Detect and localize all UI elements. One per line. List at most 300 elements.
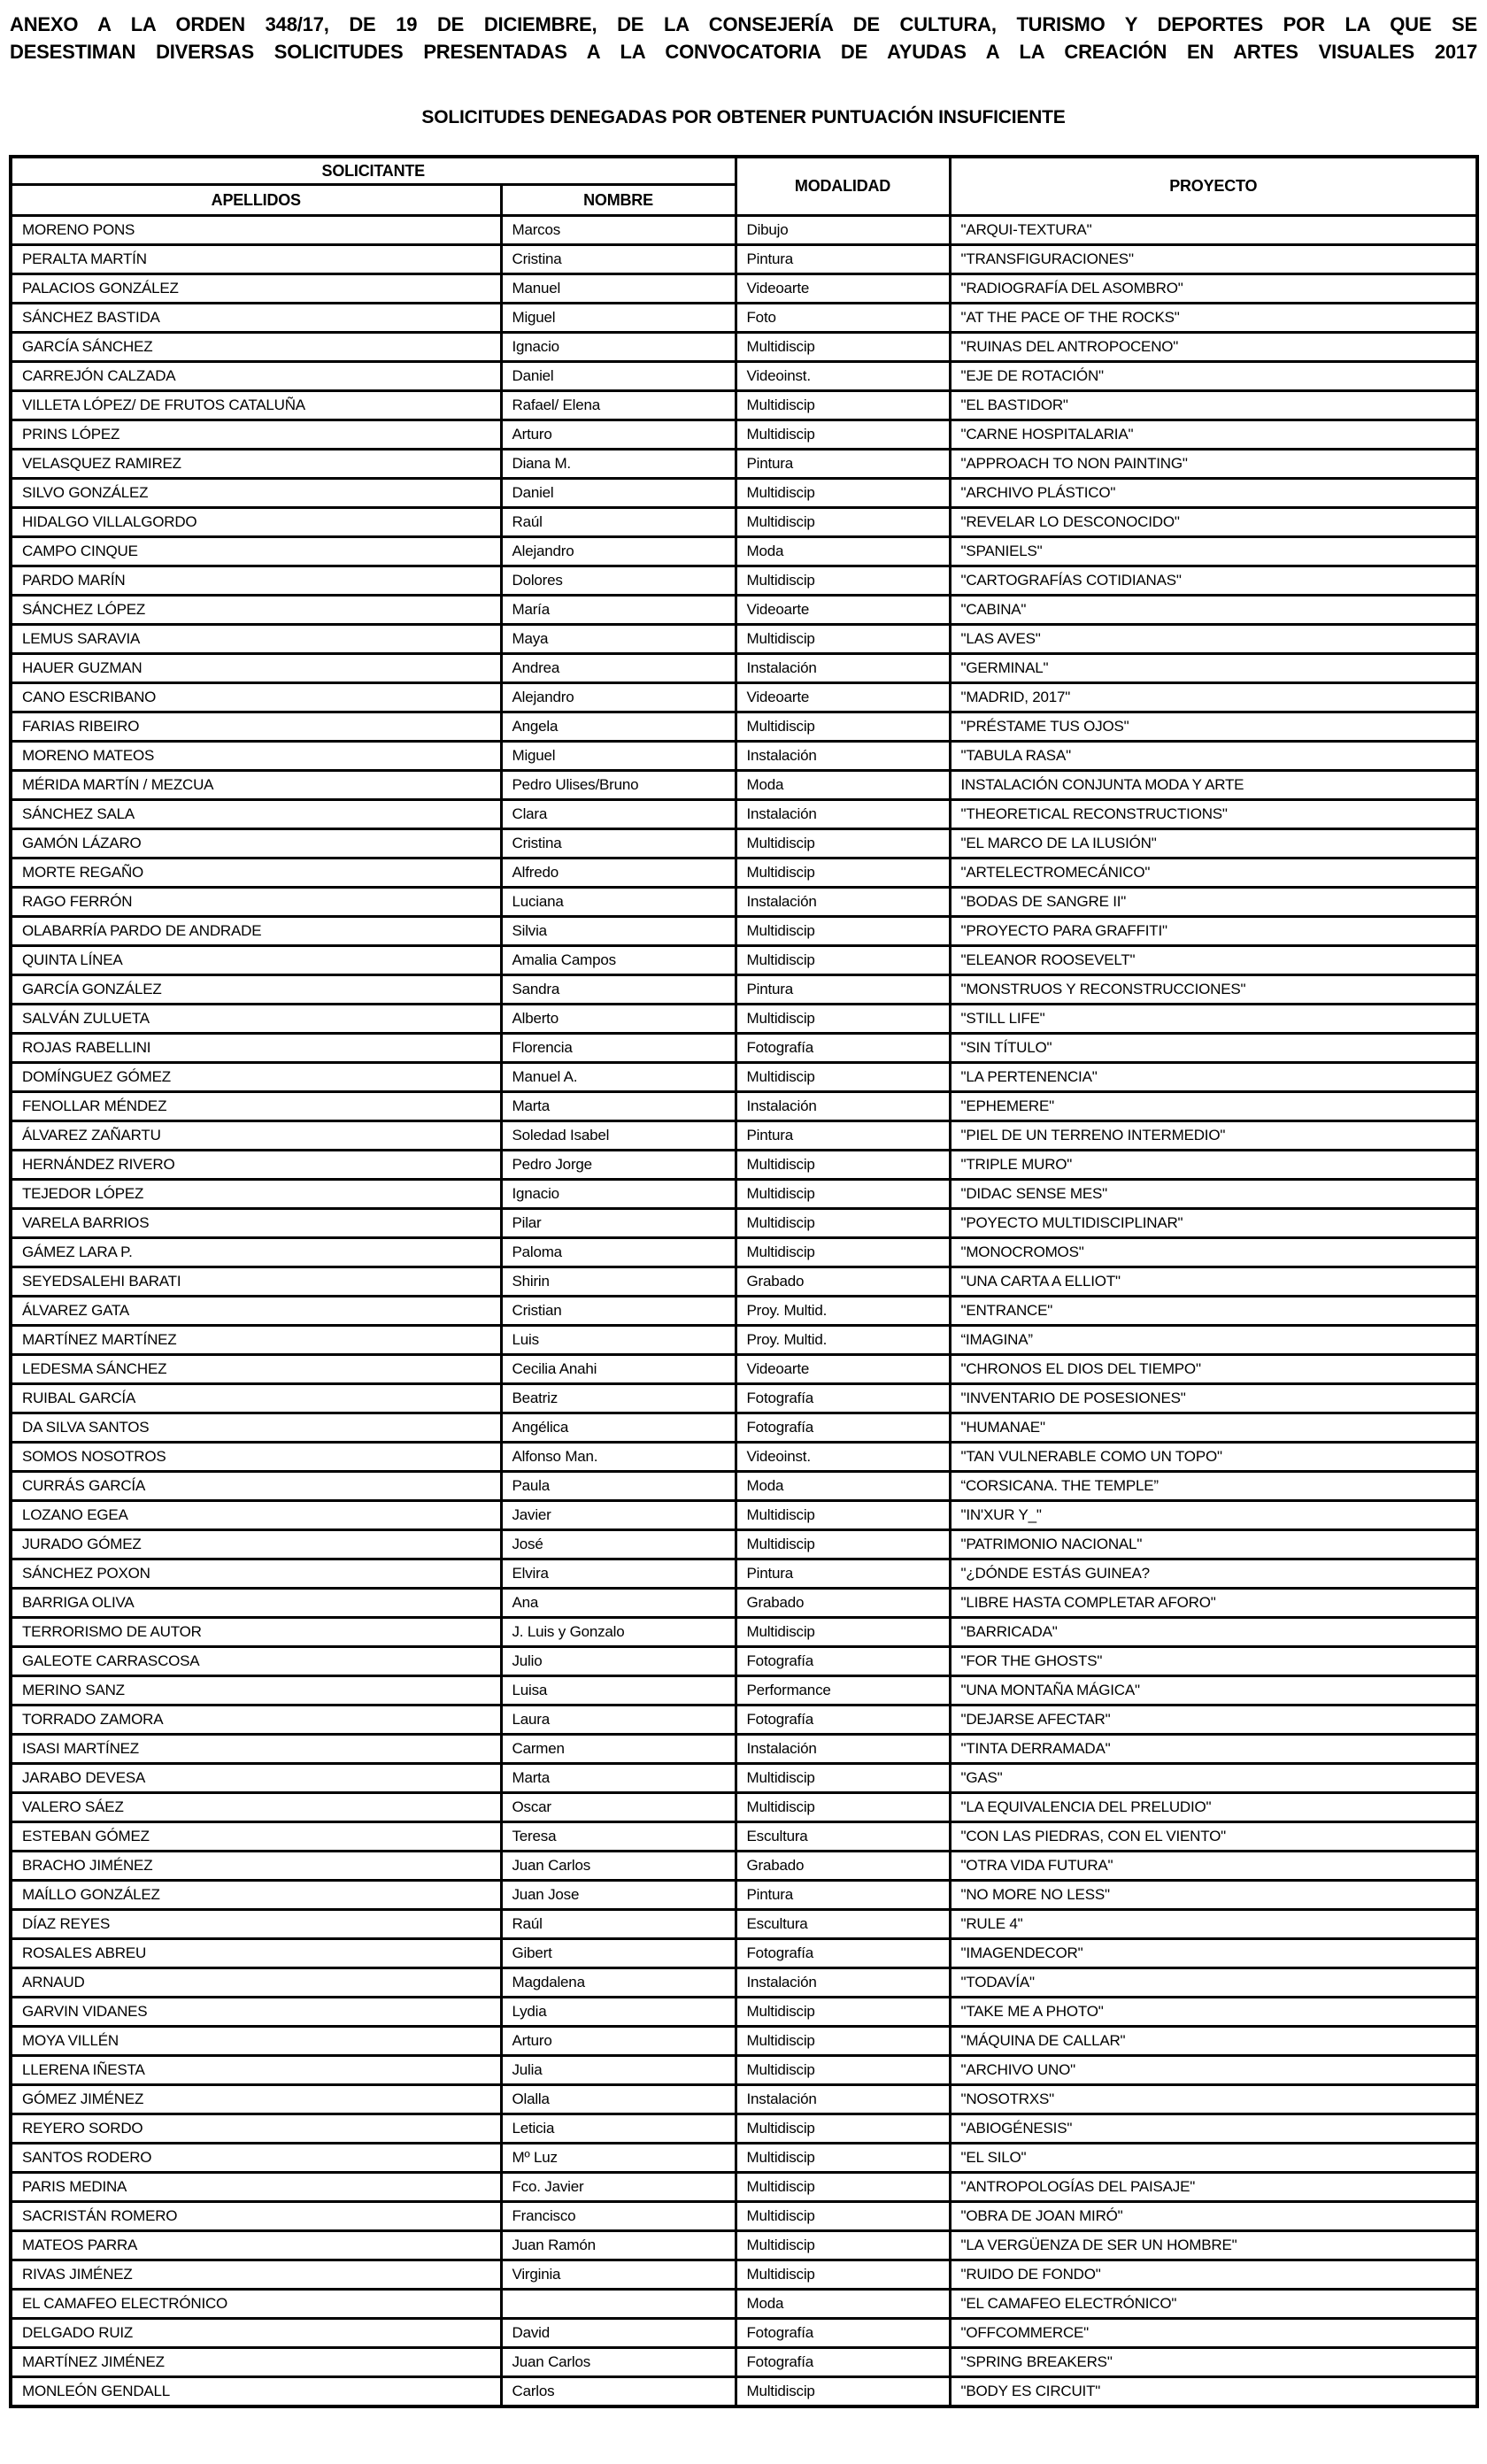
cell-apellidos: TORRADO ZAMORA	[11, 1706, 501, 1735]
table-row	[11, 2260, 1477, 2290]
cell-nombre: Luisa	[501, 1676, 736, 1706]
cell-proyecto: "PRÉSTAME TUS OJOS"	[950, 712, 1477, 742]
cell-modalidad: Multidiscip	[736, 859, 950, 888]
table-row	[11, 771, 1477, 800]
cell-apellidos: SALVÁN ZULUETA	[11, 1005, 501, 1034]
cell-apellidos: MORENO PONS	[11, 216, 501, 245]
cell-proyecto: "ELEANOR ROOSEVELT"	[950, 946, 1477, 975]
cell-apellidos: CARREJÓN CALZADA	[11, 362, 501, 391]
cell-modalidad: Proy. Multid.	[736, 1326, 950, 1355]
cell-nombre: Cristina	[501, 245, 736, 274]
cell-modalidad: Foto	[736, 304, 950, 333]
cell-nombre: Magdalena	[501, 1968, 736, 1998]
cell-proyecto: "MADRID, 2017"	[950, 683, 1477, 712]
cell-nombre: Maya	[501, 625, 736, 654]
cell-modalidad: Videoinst.	[736, 362, 950, 391]
table-row	[11, 1881, 1477, 1910]
table-header	[11, 157, 1477, 216]
cell-apellidos: MERINO SANZ	[11, 1676, 501, 1706]
cell-apellidos: QUINTA LÍNEA	[11, 946, 501, 975]
cell-modalidad: Multidiscip	[736, 917, 950, 946]
table-row	[11, 420, 1477, 450]
cell-apellidos: SILVO GONZÁLEZ	[11, 479, 501, 508]
cell-apellidos: SÁNCHEZ POXON	[11, 1559, 501, 1589]
cell-nombre: Pilar	[501, 1209, 736, 1238]
cell-proyecto: "APPROACH TO NON PAINTING"	[950, 450, 1477, 479]
cell-nombre: María	[501, 596, 736, 625]
cell-modalidad: Multidiscip	[736, 625, 950, 654]
cell-modalidad: Pintura	[736, 1559, 950, 1589]
cell-modalidad: Instalación	[736, 1092, 950, 1121]
cell-proyecto: "RUIDO DE FONDO"	[950, 2260, 1477, 2290]
table-row	[11, 1443, 1477, 1472]
cell-modalidad: Fotografía	[736, 2348, 950, 2377]
cell-proyecto: “CORSICANA. THE TEMPLE”	[950, 1472, 1477, 1501]
cell-apellidos: TEJEDOR LÓPEZ	[11, 1180, 501, 1209]
cell-proyecto: "CABINA"	[950, 596, 1477, 625]
cell-apellidos: RIVAS JIMÉNEZ	[11, 2260, 501, 2290]
cell-nombre: Juan Ramón	[501, 2231, 736, 2260]
cell-modalidad: Escultura	[736, 1822, 950, 1852]
cell-apellidos: JARABO DEVESA	[11, 1764, 501, 1793]
table-row	[11, 508, 1477, 537]
cell-proyecto: "OBRA DE JOAN MIRÓ"	[950, 2202, 1477, 2231]
cell-apellidos: SÁNCHEZ BASTIDA	[11, 304, 501, 333]
table-row	[11, 1998, 1477, 2027]
table-row	[11, 859, 1477, 888]
cell-proyecto: "ARCHIVO PLÁSTICO"	[950, 479, 1477, 508]
cell-modalidad: Multidiscip	[736, 1764, 950, 1793]
cell-apellidos: JURADO GÓMEZ	[11, 1530, 501, 1559]
cell-apellidos: LEMUS SARAVIA	[11, 625, 501, 654]
cell-nombre: Carmen	[501, 1735, 736, 1764]
cell-nombre: Diana M.	[501, 450, 736, 479]
cell-modalidad: Instalación	[736, 1735, 950, 1764]
cell-nombre: Luciana	[501, 888, 736, 917]
cell-nombre: Olalla	[501, 2085, 736, 2114]
cell-nombre: Lydia	[501, 1998, 736, 2027]
table-row	[11, 946, 1477, 975]
cell-apellidos: BARRIGA OLIVA	[11, 1589, 501, 1618]
cell-apellidos: PARDO MARÍN	[11, 566, 501, 596]
cell-proyecto: "OTRA VIDA FUTURA"	[950, 1852, 1477, 1881]
cell-apellidos: MARTÍNEZ JIMÉNEZ	[11, 2348, 501, 2377]
cell-nombre: Ana	[501, 1589, 736, 1618]
cell-modalidad: Videoinst.	[736, 1443, 950, 1472]
cell-apellidos: FARIAS RIBEIRO	[11, 712, 501, 742]
cell-modalidad: Multidiscip	[736, 829, 950, 859]
cell-nombre: Julio	[501, 1647, 736, 1676]
cell-modalidad: Multidiscip	[736, 508, 950, 537]
cell-nombre: Marcos	[501, 216, 736, 245]
section-subtitle: SOLICITUDES DENEGADAS POR OBTENER PUNTUACIÓN INSUFICIENTE	[421, 107, 1066, 127]
table-row	[11, 2231, 1477, 2260]
table-row	[11, 683, 1477, 712]
header-proyecto: PROYECTO	[950, 157, 1477, 216]
cell-apellidos: ROJAS RABELLINI	[11, 1034, 501, 1063]
cell-nombre: Cecilia Anahi	[501, 1355, 736, 1384]
cell-modalidad: Proy. Multid.	[736, 1297, 950, 1326]
table-row	[11, 1501, 1477, 1530]
cell-apellidos: PARIS MEDINA	[11, 2173, 501, 2202]
cell-proyecto: "BARRICADA"	[950, 1618, 1477, 1647]
table-row	[11, 1764, 1477, 1793]
cell-nombre: Juan Carlos	[501, 1852, 736, 1881]
cell-apellidos: HIDALGO VILLALGORDO	[11, 508, 501, 537]
cell-modalidad: Instalación	[736, 800, 950, 829]
cell-modalidad: Videoarte	[736, 274, 950, 304]
cell-nombre: Alberto	[501, 1005, 736, 1034]
table-row	[11, 333, 1477, 362]
cell-nombre: Mº Luz	[501, 2144, 736, 2173]
cell-apellidos: BRACHO JIMÉNEZ	[11, 1852, 501, 1881]
table-row	[11, 1238, 1477, 1267]
cell-nombre: Alfonso Man.	[501, 1443, 736, 1472]
cell-modalidad: Multidiscip	[736, 479, 950, 508]
cell-proyecto: "CARNE HOSPITALARIA"	[950, 420, 1477, 450]
cell-apellidos: VALERO SÁEZ	[11, 1793, 501, 1822]
cell-modalidad: Grabado	[736, 1267, 950, 1297]
table-row	[11, 1647, 1477, 1676]
cell-modalidad: Pintura	[736, 245, 950, 274]
cell-nombre: Teresa	[501, 1822, 736, 1852]
table-row	[11, 216, 1477, 245]
cell-apellidos: ISASI MARTÍNEZ	[11, 1735, 501, 1764]
cell-modalidad: Instalación	[736, 2085, 950, 2114]
table-row	[11, 1151, 1477, 1180]
cell-proyecto: "MÁQUINA DE CALLAR"	[950, 2027, 1477, 2056]
cell-nombre: Beatriz	[501, 1384, 736, 1413]
cell-apellidos: GÁMEZ LARA P.	[11, 1238, 501, 1267]
cell-apellidos: MARTÍNEZ MARTÍNEZ	[11, 1326, 501, 1355]
cell-nombre: Javier	[501, 1501, 736, 1530]
cell-nombre: Marta	[501, 1764, 736, 1793]
cell-proyecto: "ARTELECTROMECÁNICO"	[950, 859, 1477, 888]
table-row	[11, 1267, 1477, 1297]
cell-modalidad: Videoarte	[736, 683, 950, 712]
denied-applications-table	[9, 155, 1479, 2408]
table-row	[11, 1852, 1477, 1881]
cell-modalidad: Performance	[736, 1676, 950, 1706]
cell-proyecto: "SPANIELS"	[950, 537, 1477, 566]
cell-modalidad: Pintura	[736, 1881, 950, 1910]
cell-apellidos: VILLETA LÓPEZ/ DE FRUTOS CATALUÑA	[11, 391, 501, 420]
cell-apellidos: SOMOS NOSOTROS	[11, 1443, 501, 1472]
cell-nombre: Manuel	[501, 274, 736, 304]
table-row	[11, 1413, 1477, 1443]
cell-modalidad: Multidiscip	[736, 2114, 950, 2144]
cell-proyecto: "BODAS DE SANGRE II"	[950, 888, 1477, 917]
cell-nombre: Silvia	[501, 917, 736, 946]
table-row	[11, 1676, 1477, 1706]
cell-apellidos: ROSALES ABREU	[11, 1939, 501, 1968]
cell-modalidad: Multidiscip	[736, 1793, 950, 1822]
cell-modalidad: Multidiscip	[736, 420, 950, 450]
cell-apellidos: MOYA VILLÉN	[11, 2027, 501, 2056]
cell-apellidos: GALEOTE CARRASCOSA	[11, 1647, 501, 1676]
cell-nombre: Fco. Javier	[501, 2173, 736, 2202]
cell-apellidos: SÁNCHEZ SALA	[11, 800, 501, 829]
table-row	[11, 245, 1477, 274]
table-row	[11, 1910, 1477, 1939]
cell-nombre: Francisco	[501, 2202, 736, 2231]
cell-nombre: Leticia	[501, 2114, 736, 2144]
table-row	[11, 2027, 1477, 2056]
cell-modalidad: Multidiscip	[736, 946, 950, 975]
cell-proyecto: "UNA CARTA A ELLIOT"	[950, 1267, 1477, 1297]
cell-nombre: Alejandro	[501, 537, 736, 566]
cell-nombre: Clara	[501, 800, 736, 829]
cell-modalidad: Fotografía	[736, 1384, 950, 1413]
table-row	[11, 1968, 1477, 1998]
cell-proyecto: "RUINAS DEL ANTROPOCENO"	[950, 333, 1477, 362]
cell-proyecto: "GERMINAL"	[950, 654, 1477, 683]
cell-apellidos: VARELA BARRIOS	[11, 1209, 501, 1238]
table-row	[11, 450, 1477, 479]
table-row	[11, 2202, 1477, 2231]
cell-modalidad: Grabado	[736, 1852, 950, 1881]
cell-nombre: David	[501, 2319, 736, 2348]
cell-proyecto: "TRANSFIGURACIONES"	[950, 245, 1477, 274]
cell-proyecto: "POYECTO MULTIDISCIPLINAR"	[950, 1209, 1477, 1238]
table-row	[11, 712, 1477, 742]
cell-nombre: Arturo	[501, 2027, 736, 2056]
table-row	[11, 1735, 1477, 1764]
cell-modalidad: Dibujo	[736, 216, 950, 245]
cell-apellidos: CURRÁS GARCÍA	[11, 1472, 501, 1501]
cell-nombre: Pedro Ulises/Bruno	[501, 771, 736, 800]
cell-modalidad: Fotografía	[736, 1647, 950, 1676]
cell-modalidad: Fotografía	[736, 1939, 950, 1968]
table-row	[11, 1706, 1477, 1735]
table-row	[11, 829, 1477, 859]
cell-apellidos: DA SILVA SANTOS	[11, 1413, 501, 1443]
cell-proyecto: "GAS"	[950, 1764, 1477, 1793]
cell-proyecto: "EL BASTIDOR"	[950, 391, 1477, 420]
cell-modalidad: Multidiscip	[736, 2260, 950, 2290]
cell-nombre: Angela	[501, 712, 736, 742]
cell-nombre: Daniel	[501, 362, 736, 391]
cell-apellidos: MORTE REGAÑO	[11, 859, 501, 888]
cell-nombre: Virginia	[501, 2260, 736, 2290]
cell-nombre: Luis	[501, 1326, 736, 1355]
cell-nombre: Andrea	[501, 654, 736, 683]
table-row	[11, 2290, 1477, 2319]
cell-proyecto: "LA EQUIVALENCIA DEL PRELUDIO"	[950, 1793, 1477, 1822]
cell-proyecto: "RADIOGRAFÍA DEL ASOMBRO"	[950, 274, 1477, 304]
cell-nombre: Julia	[501, 2056, 736, 2085]
title-line-1: ANEXO A LA ORDEN 348/17, DE 19 DE DICIEMBRE, DE LA CONSEJERÍA DE CULTURA, TURISMO Y DEPORTES POR LA QUE SE	[10, 13, 1477, 35]
cell-proyecto: "CON LAS PIEDRAS, CON EL VIENTO"	[950, 1822, 1477, 1852]
cell-apellidos: LEDESMA SÁNCHEZ	[11, 1355, 501, 1384]
cell-nombre: J. Luis y Gonzalo	[501, 1618, 736, 1647]
cell-proyecto: “IMAGINA”	[950, 1326, 1477, 1355]
cell-modalidad: Videoarte	[736, 1355, 950, 1384]
cell-modalidad: Multidiscip	[736, 1501, 950, 1530]
table-row	[11, 1092, 1477, 1121]
cell-nombre: Marta	[501, 1092, 736, 1121]
cell-modalidad: Pintura	[736, 450, 950, 479]
table-row	[11, 1939, 1477, 1968]
cell-nombre: Manuel A.	[501, 1063, 736, 1092]
header-solicitante: SOLICITANTE	[11, 157, 736, 185]
cell-nombre: Ignacio	[501, 333, 736, 362]
table-row	[11, 1034, 1477, 1063]
cell-nombre: Paula	[501, 1472, 736, 1501]
cell-modalidad: Multidiscip	[736, 1209, 950, 1238]
cell-modalidad: Multidiscip	[736, 1151, 950, 1180]
cell-apellidos: SANTOS RODERO	[11, 2144, 501, 2173]
cell-modalidad: Multidiscip	[736, 1063, 950, 1092]
cell-nombre: Florencia	[501, 1034, 736, 1063]
cell-apellidos: PERALTA MARTÍN	[11, 245, 501, 274]
cell-proyecto: "DIDAC SENSE MES"	[950, 1180, 1477, 1209]
cell-modalidad: Pintura	[736, 975, 950, 1005]
cell-nombre: Juan Jose	[501, 1881, 736, 1910]
table-row	[11, 625, 1477, 654]
cell-modalidad: Fotografía	[736, 1706, 950, 1735]
table-row	[11, 1589, 1477, 1618]
cell-proyecto: "OFFCOMMERCE"	[950, 2319, 1477, 2348]
cell-apellidos: OLABARRÍA PARDO DE ANDRADE	[11, 917, 501, 946]
cell-apellidos: GARCÍA GONZÁLEZ	[11, 975, 501, 1005]
cell-proyecto: "IN'XUR Y_"	[950, 1501, 1477, 1530]
table-row	[11, 800, 1477, 829]
table-row	[11, 479, 1477, 508]
cell-nombre: José	[501, 1530, 736, 1559]
table-row	[11, 654, 1477, 683]
cell-nombre: Raúl	[501, 1910, 736, 1939]
cell-proyecto: "EL CAMAFEO ELECTRÓNICO"	[950, 2290, 1477, 2319]
cell-nombre: Arturo	[501, 420, 736, 450]
cell-proyecto: INSTALACIÓN CONJUNTA MODA Y ARTE	[950, 771, 1477, 800]
cell-nombre: Rafael/ Elena	[501, 391, 736, 420]
table-row	[11, 304, 1477, 333]
table-row	[11, 537, 1477, 566]
cell-modalidad: Multidiscip	[736, 391, 950, 420]
cell-proyecto: "IMAGENDECOR"	[950, 1939, 1477, 1968]
cell-nombre: Soledad Isabel	[501, 1121, 736, 1151]
cell-nombre: Cristina	[501, 829, 736, 859]
table-row	[11, 1326, 1477, 1355]
table-row	[11, 1618, 1477, 1647]
table-row	[11, 2144, 1477, 2173]
table-row	[11, 391, 1477, 420]
cell-modalidad: Instalación	[736, 742, 950, 771]
cell-proyecto: "MONSTRUOS Y RECONSTRUCCIONES"	[950, 975, 1477, 1005]
cell-apellidos: MÉRIDA MARTÍN / MEZCUA	[11, 771, 501, 800]
cell-proyecto: "TRIPLE MURO"	[950, 1151, 1477, 1180]
table-body	[11, 216, 1477, 2407]
cell-proyecto: "RULE 4"	[950, 1910, 1477, 1939]
cell-proyecto: "TAN VULNERABLE COMO UN TOPO"	[950, 1443, 1477, 1472]
cell-proyecto: "ABIOGÉNESIS"	[950, 2114, 1477, 2144]
cell-modalidad: Moda	[736, 537, 950, 566]
table-row	[11, 566, 1477, 596]
cell-proyecto: "LA VERGÜENZA DE SER UN HOMBRE"	[950, 2231, 1477, 2260]
table-row	[11, 1005, 1477, 1034]
cell-proyecto: "ENTRANCE"	[950, 1297, 1477, 1326]
cell-proyecto: "ARQUI-TEXTURA"	[950, 216, 1477, 245]
cell-proyecto: "CARTOGRAFÍAS COTIDIANAS"	[950, 566, 1477, 596]
cell-modalidad: Instalación	[736, 654, 950, 683]
cell-apellidos: PRINS LÓPEZ	[11, 420, 501, 450]
cell-modalidad: Instalación	[736, 888, 950, 917]
table-row	[11, 1180, 1477, 1209]
cell-modalidad: Multidiscip	[736, 2027, 950, 2056]
cell-modalidad: Multidiscip	[736, 2173, 950, 2202]
table-row	[11, 2114, 1477, 2144]
cell-modalidad: Multidiscip	[736, 1998, 950, 2027]
cell-nombre: Miguel	[501, 742, 736, 771]
cell-nombre: Paloma	[501, 1238, 736, 1267]
table-row	[11, 362, 1477, 391]
cell-apellidos: GARVIN VIDANES	[11, 1998, 501, 2027]
table-row	[11, 1559, 1477, 1589]
cell-nombre: Angélica	[501, 1413, 736, 1443]
cell-apellidos: ARNAUD	[11, 1968, 501, 1998]
cell-apellidos: FENOLLAR MÉNDEZ	[11, 1092, 501, 1121]
header-apellidos: APELLIDOS	[11, 185, 501, 216]
cell-modalidad: Multidiscip	[736, 2231, 950, 2260]
cell-proyecto: "SPRING BREAKERS"	[950, 2348, 1477, 2377]
table-row	[11, 917, 1477, 946]
table-row	[11, 2348, 1477, 2377]
cell-proyecto: "NO MORE NO LESS"	[950, 1881, 1477, 1910]
cell-apellidos: GAMÓN LÁZARO	[11, 829, 501, 859]
cell-apellidos: DELGADO RUIZ	[11, 2319, 501, 2348]
table-row	[11, 1472, 1477, 1501]
cell-proyecto: "CHRONOS EL DIOS DEL TIEMPO"	[950, 1355, 1477, 1384]
cell-nombre: Juan Carlos	[501, 2348, 736, 2377]
cell-proyecto: "PATRIMONIO NACIONAL"	[950, 1530, 1477, 1559]
cell-apellidos: GARCÍA SÁNCHEZ	[11, 333, 501, 362]
cell-nombre: Carlos	[501, 2377, 736, 2407]
cell-proyecto: "HUMANAE"	[950, 1413, 1477, 1443]
cell-proyecto: "ANTROPOLOGÍAS DEL PAISAJE"	[950, 2173, 1477, 2202]
cell-apellidos: RUIBAL GARCÍA	[11, 1384, 501, 1413]
cell-proyecto: "LAS AVES"	[950, 625, 1477, 654]
cell-modalidad: Fotografía	[736, 1413, 950, 1443]
table-row	[11, 888, 1477, 917]
cell-proyecto: "SIN TÍTULO"	[950, 1034, 1477, 1063]
cell-nombre: Cristian	[501, 1297, 736, 1326]
cell-proyecto: "FOR THE GHOSTS"	[950, 1647, 1477, 1676]
cell-modalidad: Escultura	[736, 1910, 950, 1939]
cell-proyecto: "AT THE PACE OF THE ROCKS"	[950, 304, 1477, 333]
cell-proyecto: "MONOCROMOS"	[950, 1238, 1477, 1267]
document-title	[10, 11, 1477, 65]
cell-proyecto: "REVELAR LO DESCONOCIDO"	[950, 508, 1477, 537]
cell-apellidos: SÁNCHEZ LÓPEZ	[11, 596, 501, 625]
table-row	[11, 274, 1477, 304]
cell-nombre: Miguel	[501, 304, 736, 333]
cell-modalidad: Videoarte	[736, 596, 950, 625]
cell-apellidos: PALACIOS GONZÁLEZ	[11, 274, 501, 304]
table-row	[11, 1209, 1477, 1238]
cell-apellidos: ESTEBAN GÓMEZ	[11, 1822, 501, 1852]
table-row	[11, 742, 1477, 771]
cell-nombre: Daniel	[501, 479, 736, 508]
cell-nombre: Oscar	[501, 1793, 736, 1822]
cell-proyecto: "ARCHIVO UNO"	[950, 2056, 1477, 2085]
cell-apellidos: HAUER GUZMAN	[11, 654, 501, 683]
cell-apellidos: DÍAZ REYES	[11, 1910, 501, 1939]
header-nombre: NOMBRE	[501, 185, 736, 216]
cell-apellidos: MORENO MATEOS	[11, 742, 501, 771]
cell-modalidad: Multidiscip	[736, 333, 950, 362]
cell-nombre: Laura	[501, 1706, 736, 1735]
